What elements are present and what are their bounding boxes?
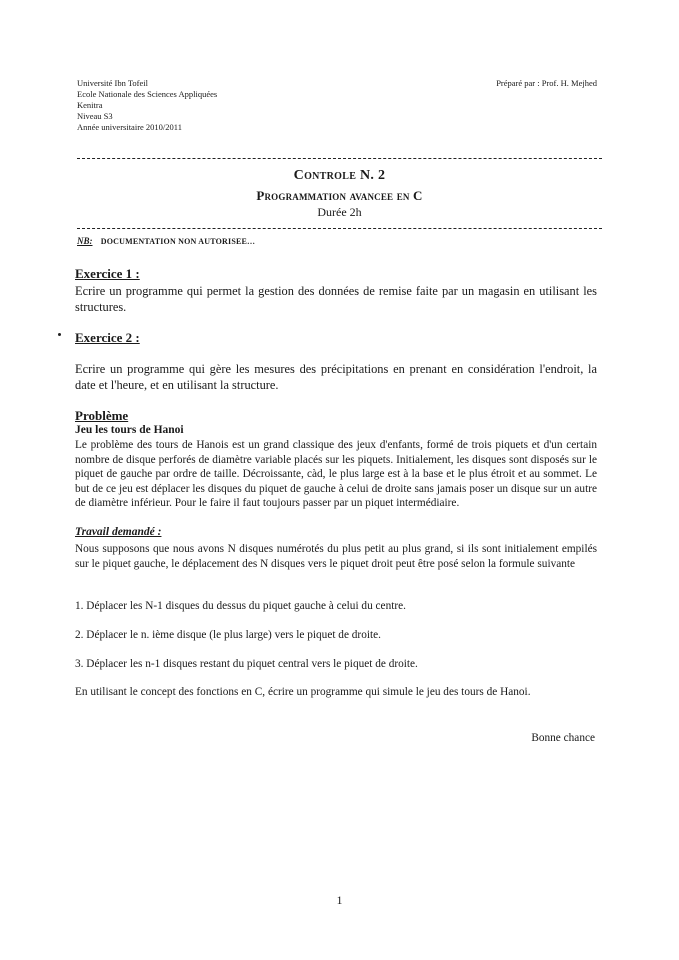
step-item: 2. Déplacer le n. ième disque (le plus large) vers le piquet de droite. — [75, 629, 381, 641]
closing-text: Bonne chance — [531, 732, 595, 744]
page-number: 1 — [336, 893, 343, 907]
travail-text: Nous supposons que nous avons N disques numérotés du plus petit au plus grand, si ils sont initialement empilés sur le piquet gauche, le déplacement des N disques vers le piquet droit peut être posé selon la formule suivante — [75, 543, 597, 570]
travail-heading: Travail demandé : — [75, 526, 162, 538]
exercice2-heading: Exercice 2 : — [75, 330, 140, 345]
conclusion-text: En utilisant le concept des fonctions en C, écrire un programme qui simule le jeu des tours de Hanoi. — [75, 686, 531, 698]
header-line: Ecole Nationale des Sciences Appliquées — [77, 89, 218, 99]
divider-top — [77, 158, 602, 159]
nb-note — [77, 236, 255, 246]
step-item: 1. Déplacer les N-1 disques du dessus du piquet gauche à celui du centre. — [75, 600, 406, 612]
exercice1-text: Ecrire un programme qui permet la gestion des données de remise faite par un magasin en utilisant les structures. — [75, 284, 597, 314]
stray-mark — [58, 333, 61, 336]
exercice2-text: Ecrire un programme qui gère les mesures des précipitations en prenant en considération l'endroit, la date et l'heure, et en utilisant la structure. — [75, 362, 597, 392]
exam-title: Controle N. 2 — [293, 168, 386, 183]
course-title: Programmation avancee en C — [256, 188, 423, 203]
divider-bottom — [77, 228, 602, 229]
header-line: Niveau S3 — [77, 111, 113, 121]
header-line: Kenitra — [77, 100, 103, 110]
author-line: Préparé par : Prof. H. Mejhed — [496, 78, 597, 88]
probleme-subtitle: Jeu les tours de Hanoi — [75, 424, 184, 436]
header-line: Université Ibn Tofeil — [77, 78, 149, 88]
step-item: 3. Déplacer les n-1 disques restant du piquet central vers le piquet de droite. — [75, 658, 418, 670]
exercice1-heading: Exercice 1 : — [75, 266, 140, 281]
institution-header — [77, 78, 217, 133]
probleme-paragraph: Le problème des tours de Hanois est un grand classique des jeux d'enfants, formé de trois piquets et d'un certain nombre de disque perforés de diamètre variable placés sur les piquets. Initialement, les disques sont disposés sur le piquet de gauche par ordre de taille. Décroissante, càd, le plus large est à la base et le plus étroit et au sommet. Le but de ce jeu est déplacer les disques du piquet de gauche à celui de droite sans jamais poser un disque sur un autre de diamètre inférieur. Pour le faire il faut toujours passer par un piquet intermédiaire. — [75, 439, 597, 510]
probleme-heading: Problème — [75, 408, 129, 423]
header-line: Année universitaire 2010/2011 — [77, 122, 182, 132]
nb-text: DOCUMENTATION NON AUTORISEE… — [100, 237, 256, 246]
nb-label: NB: — [77, 236, 93, 246]
duration: Durée 2h — [317, 205, 362, 219]
